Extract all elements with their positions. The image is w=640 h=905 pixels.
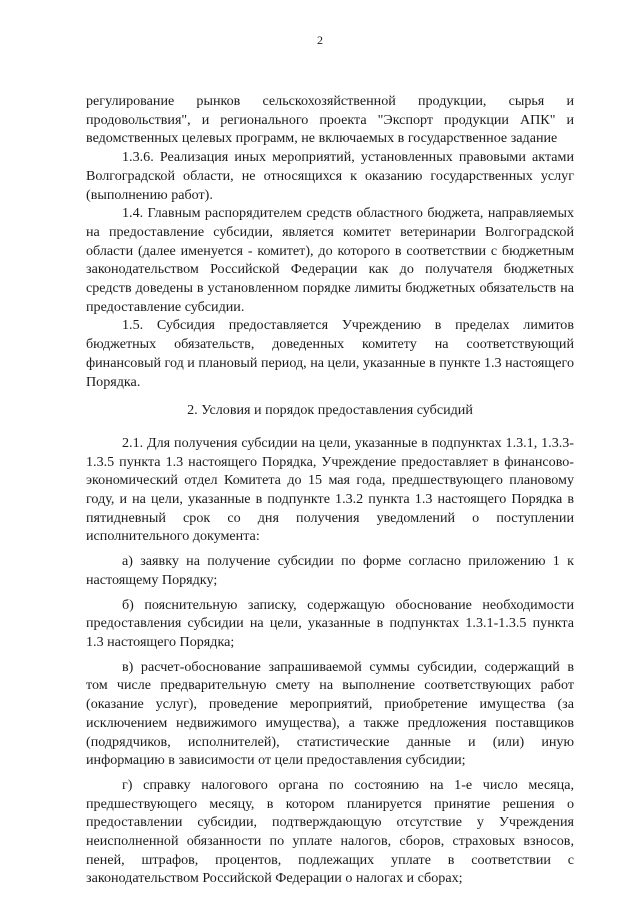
- paragraph-continuation: регулирование рынков сельскохозяйственной продукции, сырья и продовольствия", и регионального проекта "Экспорт продукции АПК" и ведомственных целевых программ, не включаемых в государственное задание: [86, 93, 574, 147]
- list-item-g: г) справку налогового органа по состоянию на 1-е число месяца, предшествующего месяцу, в котором планируется принятие решения о предоставлении субсидии, подтверждающую отсутствие у Учреждения неисполненной обязанности по уплате налогов, сборов, страховых взносов, пеней, штрафов, процентов, подлежащих уплате в соответствии с законодательством Российской Федерации о налогах и сборах;: [86, 776, 574, 887]
- list-item-b: б) пояснительную записку, содержащую обоснование необходимости предоставления субсидии на цели, указанные в подпунктах 1.3.1-1.3.5 пункта 1.3 настоящего Порядка;: [86, 596, 574, 650]
- paragraph-1-3-6: 1.3.6. Реализация иных мероприятий, установленных правовыми актами Волгоградской области, не относящихся к оказанию государственных услуг (выполнению работ).: [86, 149, 574, 203]
- section-heading: 2. Условия и порядок предоставления субсидий: [187, 402, 473, 419]
- page-number: 2: [317, 33, 323, 47]
- list-item-a: а) заявку на получение субсидии по форме согласно приложению 1 к настоящему Порядку;: [86, 553, 574, 588]
- list-item-v: в) расчет-обоснование запрашиваемой суммы субсидии, содержащий в том числе предварительную смету на выполнение соответствующих работ (оказание услуг), проведение мероприятий, приобретение имущества (за исключением недвижимого имущества), а также предложения поставщиков (подрядчиков, исполнителей), статистические данные и (или) иную информацию в зависимости от цели предоставления субсидии;: [86, 658, 574, 769]
- paragraph-1-4: 1.4. Главным распорядителем средств областного бюджета, направляемых на предоставление субсидии, является комитет ветеринарии Волгоградской области (далее именуется - комитет), до которого в соответствии с бюджетным законодательством Российской Федерации как до получателя бюджетных средств доведены в установленном порядке лимиты бюджетных обязательств на предоставление субсидии.: [86, 205, 574, 315]
- paragraph-2-1: 2.1. Для получения субсидии на цели, указанные в подпунктах 1.3.1, 1.3.3-1.3.5 пункта 1.3 настоящего Порядка, Учреждение предоставляет в финансово-экономический отдел Комитета до 15 мая года, предшествующего плановому году, и на цели, указанные в подпункте 1.3.2 пункта 1.3 настоящего Порядка в пятидневный срок со дня получения уведомлений о поступлении исполнительного документа:: [86, 434, 574, 545]
- document-body: [86, 92, 574, 888]
- paragraph-1-5: 1.5. Субсидия предоставляется Учреждению в пределах лимитов бюджетных обязательств, доведенных комитету на соответствующий финансовый год и плановый период, на цели, указанные в пункте 1.3 настоящего Порядка.: [86, 317, 574, 390]
